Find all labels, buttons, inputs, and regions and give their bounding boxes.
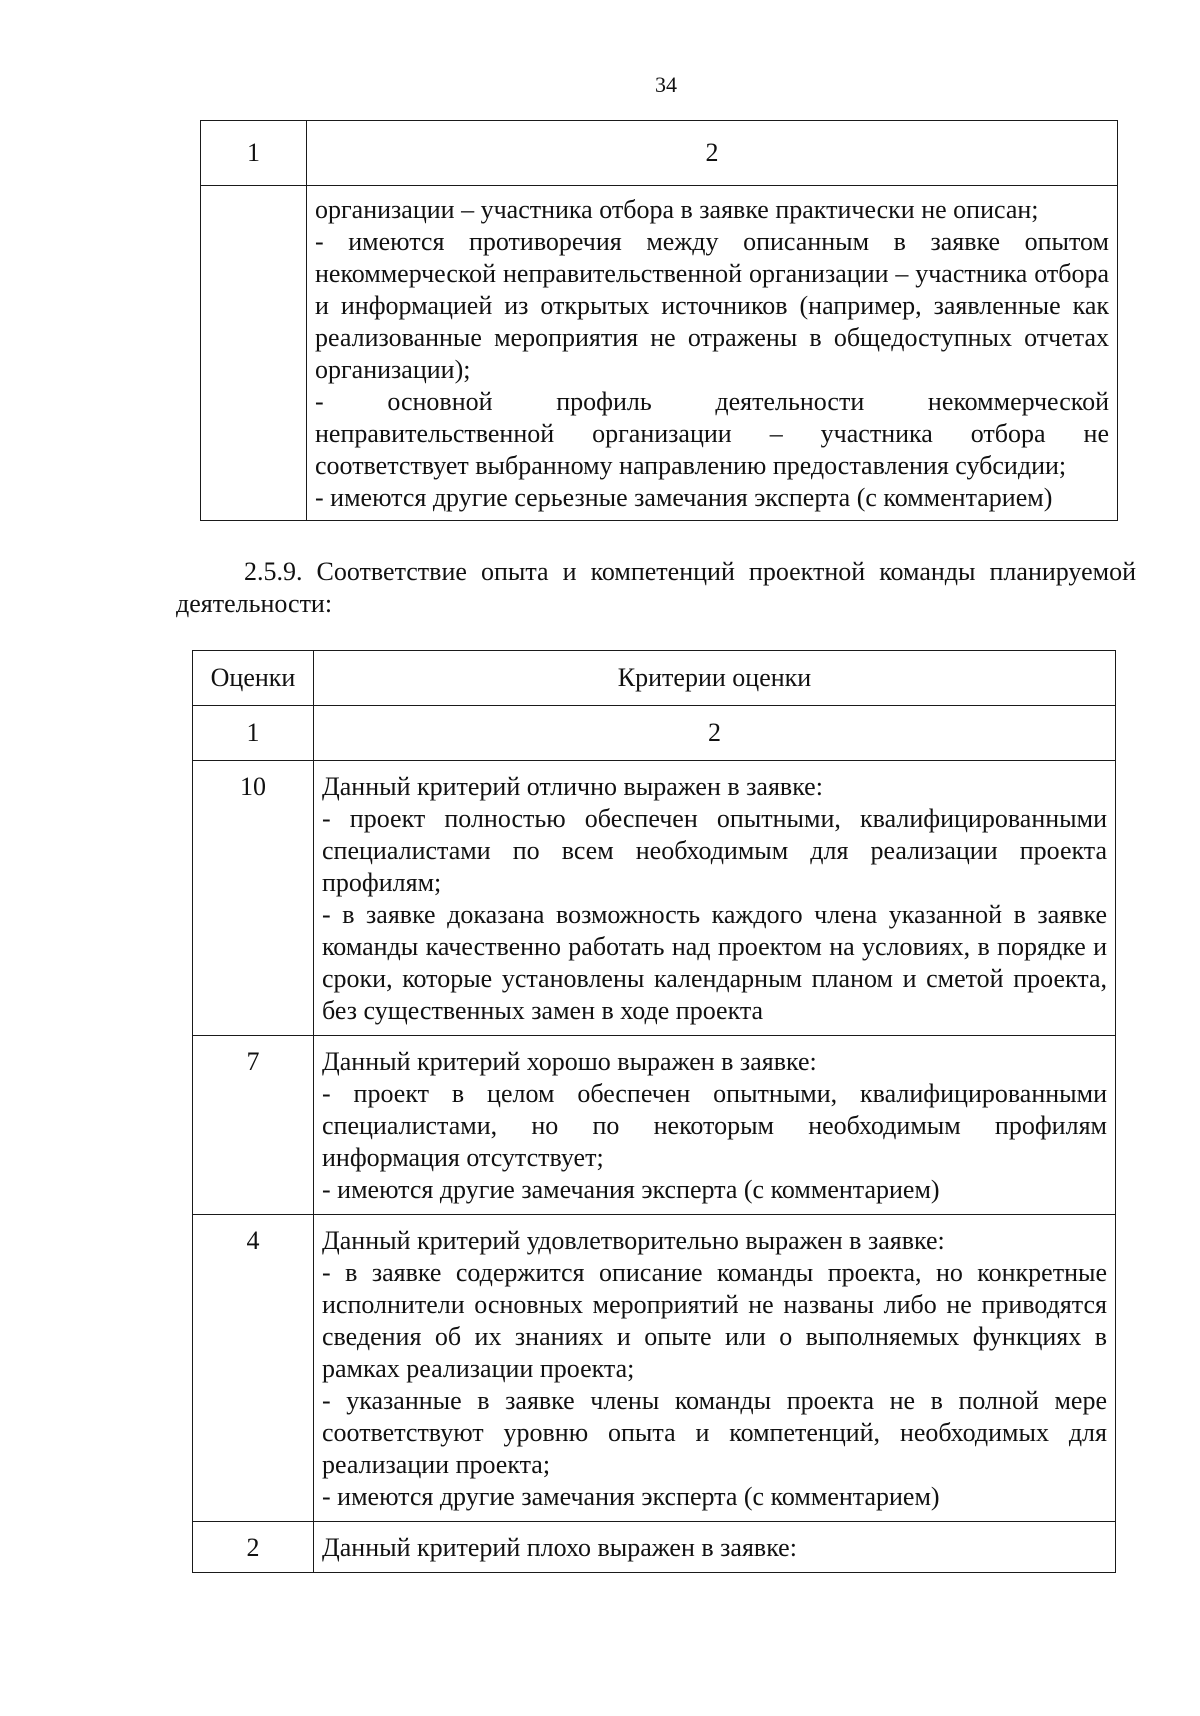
table-row xyxy=(193,761,1116,1036)
table-row xyxy=(193,1215,1116,1522)
criteria-line: - основной профиль деятельности некоммерческой неправительственной организации – участника отбора не соответствует выбранному направлению предоставления субсидии; xyxy=(315,387,1109,480)
criteria-line: - имеются другие замечания эксперта (с комментарием) xyxy=(322,1175,940,1204)
criteria-line: Данный критерий плохо выражен в заявке: xyxy=(322,1533,797,1562)
criteria-line: - имеются противоречия между описанным в заявке опытом некоммерческой неправительственной организации – участника отбора и информацией из открытых источников (например, заявленные как реализованные мероприятия не отражены в общедоступных отчетах организации); xyxy=(315,227,1109,384)
column-number-2: 2 xyxy=(307,121,1118,186)
section-heading: 2.5.9. Соответствие опыта и компетенций проектной команды планируемой деятельности: xyxy=(176,557,1136,618)
score-cell: 2 xyxy=(193,1522,314,1573)
criteria-line: - указанные в заявке члены команды проекта не в полной мере соответствуют уровню опыта и компетенций, необходимых для реализации проекта; xyxy=(322,1386,1107,1479)
empty-score-cell xyxy=(201,186,307,521)
criteria-line: Данный критерий удовлетворительно выражен в заявке: xyxy=(322,1226,945,1255)
score-cell: 7 xyxy=(193,1036,314,1215)
score-cell: 4 xyxy=(193,1215,314,1522)
criteria-cell xyxy=(314,1036,1116,1215)
criteria-line: - имеются другие замечания эксперта (с комментарием) xyxy=(322,1482,940,1511)
column-numbers-row xyxy=(193,706,1116,761)
column-number-1: 1 xyxy=(201,121,307,186)
table-header-row xyxy=(201,121,1118,186)
score-cell: 10 xyxy=(193,761,314,1036)
table-row xyxy=(193,1036,1116,1215)
page-number: 34 xyxy=(655,72,677,97)
scores-column-header: Оценки xyxy=(193,651,314,706)
criteria-table xyxy=(192,650,1116,1573)
criteria-cell xyxy=(307,186,1118,521)
table-header-row xyxy=(193,651,1116,706)
criteria-cell xyxy=(314,761,1116,1036)
criteria-cell xyxy=(314,1215,1116,1522)
criteria-line: - проект полностью обеспечен опытными, квалифицированными специалистами по всем необходимым для реализации проекта профилям; xyxy=(322,804,1107,897)
criteria-line: - проект в целом обеспечен опытными, квалифицированными специалистами, но по некоторым необходимым профилям информация отсутствует; xyxy=(322,1079,1107,1172)
criteria-line: организации – участника отбора в заявке практически не описан; xyxy=(315,195,1039,224)
criteria-column-header: Критерии оценки xyxy=(314,651,1116,706)
criteria-line: - в заявке содержится описание команды проекта, но конкретные исполнители основных мероприятий не названы либо не приводятся сведения об их знаниях и опыте или о выполняемых функциях в рамках реализации проекта; xyxy=(322,1258,1107,1383)
criteria-line: - имеются другие серьезные замечания эксперта (с комментарием) xyxy=(315,483,1053,512)
criteria-cell xyxy=(314,1522,1116,1573)
continuation-table xyxy=(200,120,1118,521)
criteria-line: Данный критерий хорошо выражен в заявке: xyxy=(322,1047,817,1076)
column-number-2: 2 xyxy=(314,706,1116,761)
table-row xyxy=(193,1522,1116,1573)
table-row xyxy=(201,186,1118,521)
column-number-1: 1 xyxy=(193,706,314,761)
criteria-line: Данный критерий отлично выражен в заявке: xyxy=(322,772,823,801)
criteria-line: - в заявке доказана возможность каждого члена указанной в заявке команды качественно работать над проектом на условиях, в порядке и сроки, которые установлены календарным планом и сметой проекта, без существенных замен в ходе проекта xyxy=(322,900,1107,1025)
